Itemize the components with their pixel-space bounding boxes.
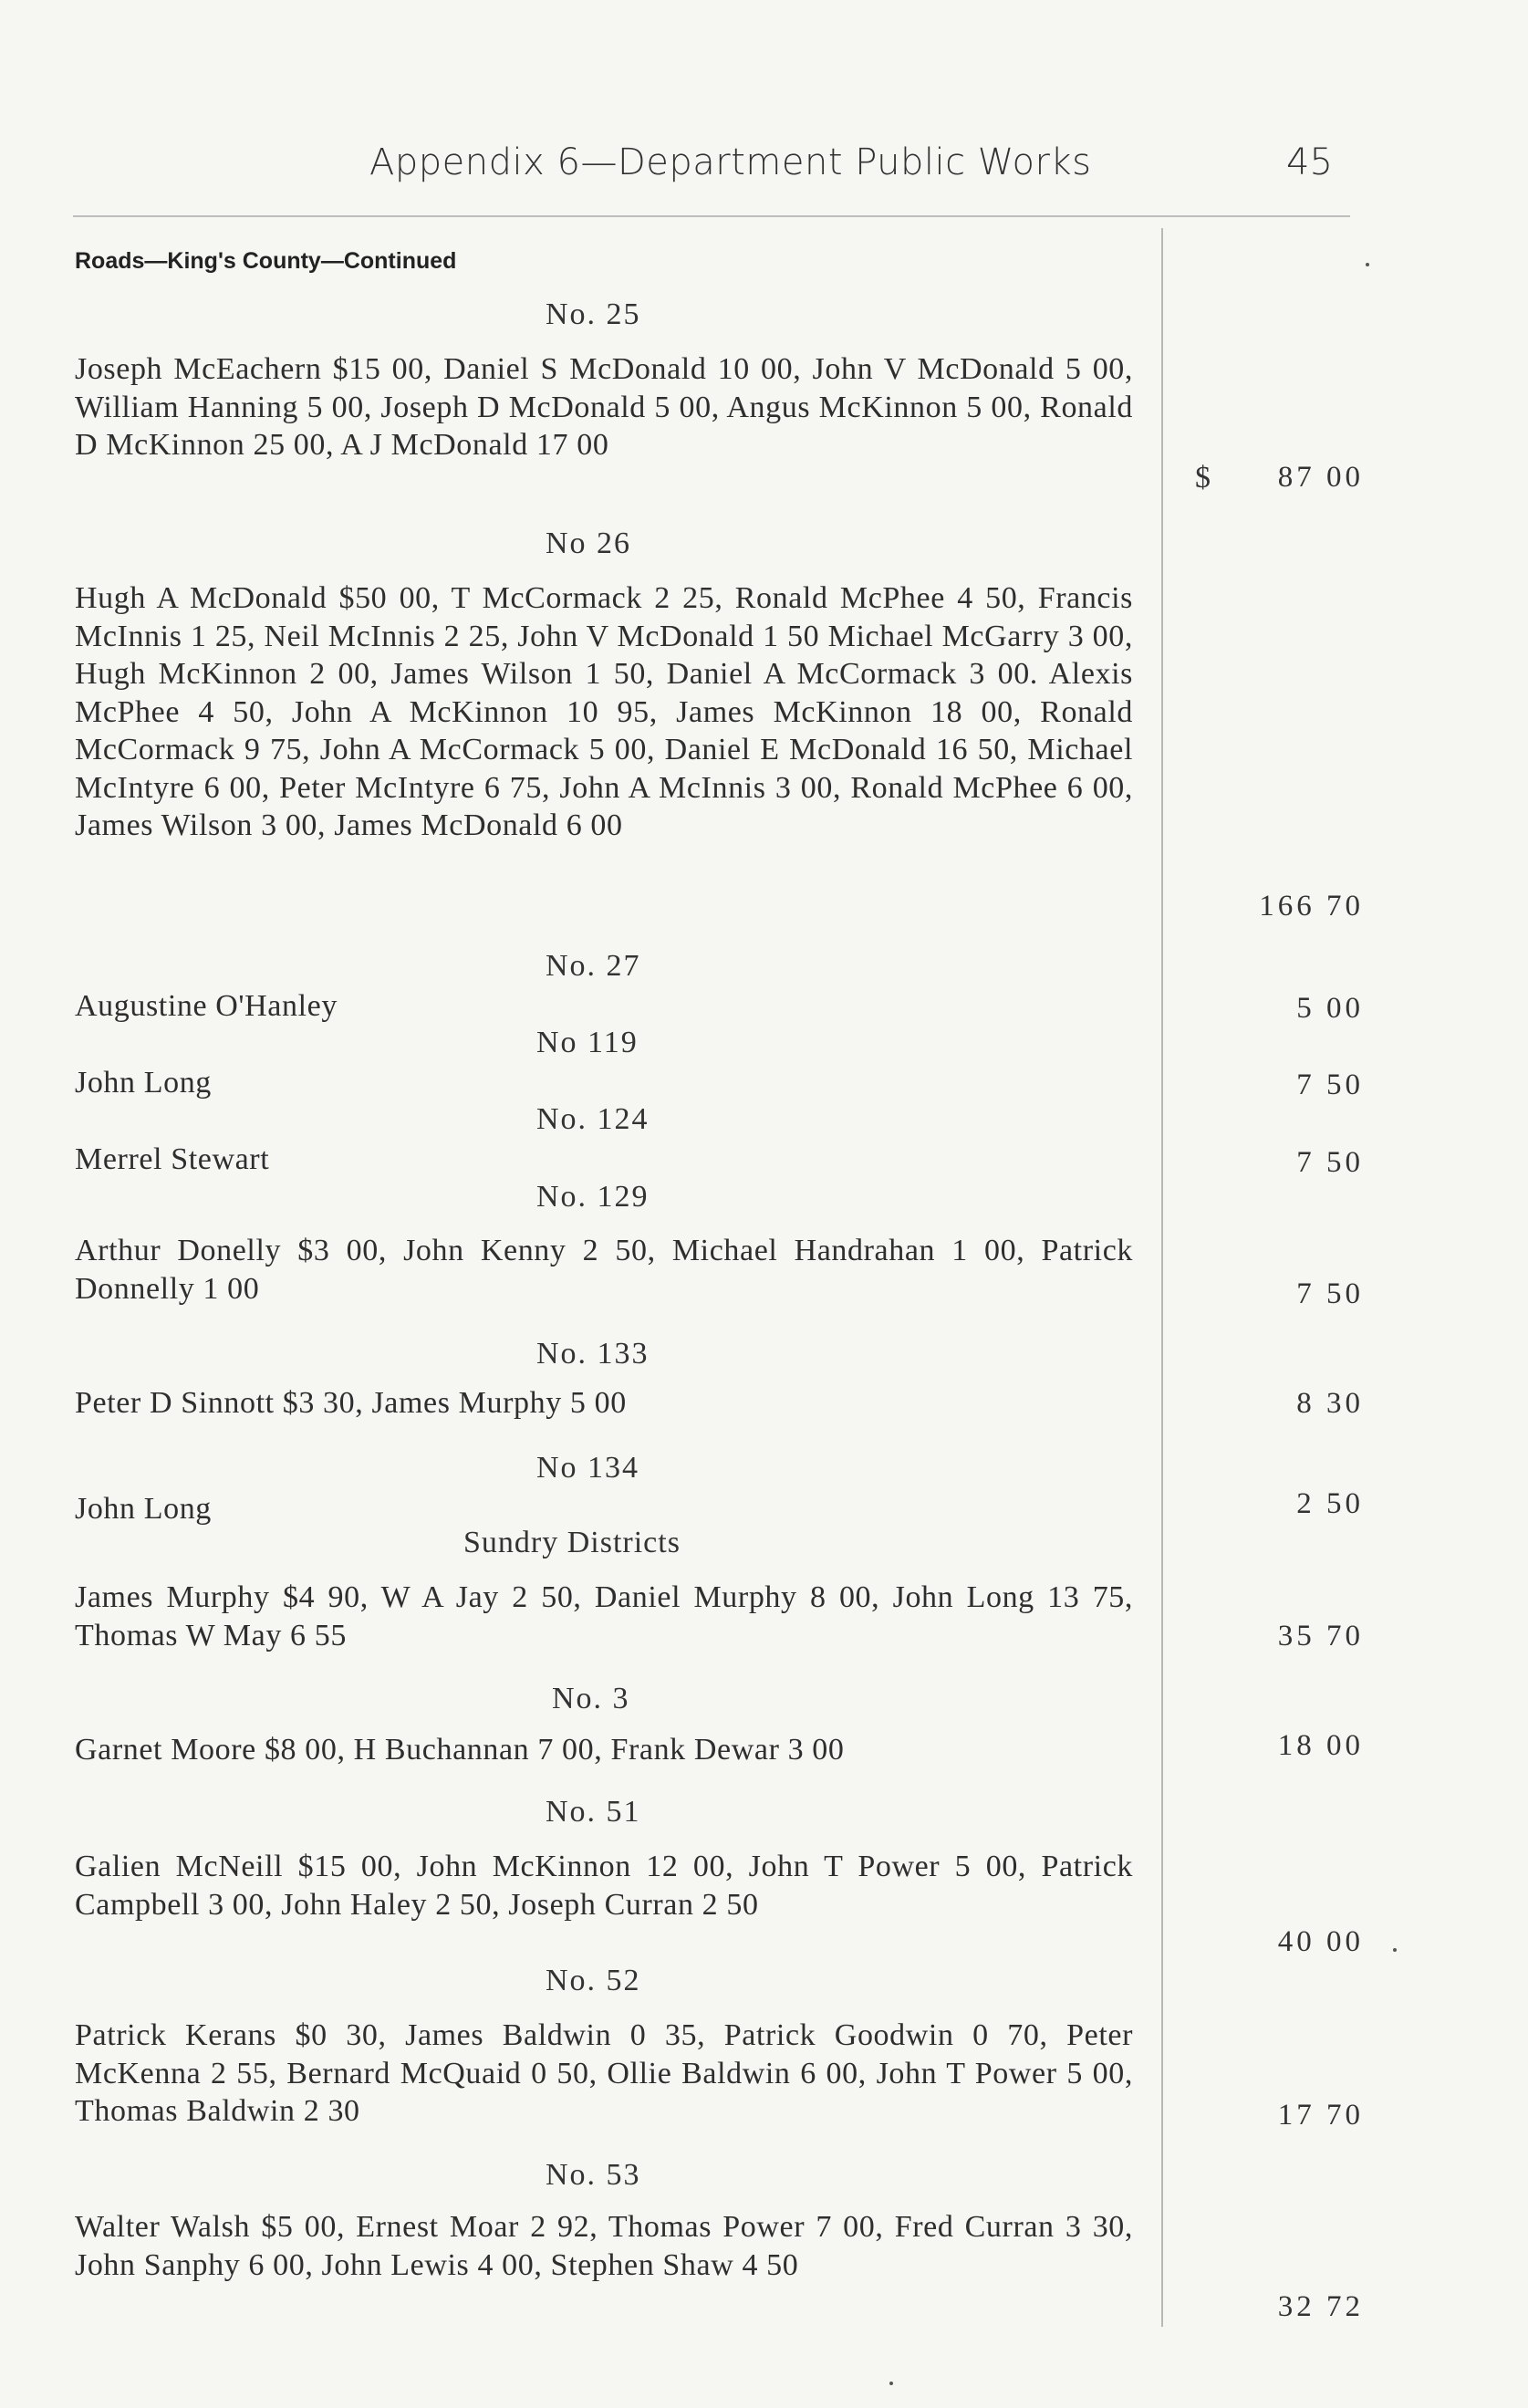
- entry-text: Hugh A McDonald $50 00, T McCormack 2 25, Ronald McPhee 4 50, Francis McInnis 1 25, Neil McInnis 2 25, John V McDonald 1 50 Michael McGarry 3 00, Hugh McKinnon 2 00, James Wilson 1 50, Daniel A McCormack 3 00. Alexis McPhee 4 50, John A McKinnon 10 95, James McKinnon 18 00, Ronald McCormack 9 75, John A McCormack 5 00, Daniel E McDonald 16 50, Michael McIntyre 6 00, Peter McIntyre 6 75, John A McInnis 3 00, Ronald McPhee 6 00, James Wilson 3 00, James McDonald 6 00: [75, 581, 1133, 842]
- entry-heading: No. 53: [546, 2158, 641, 2192]
- entry-heading: No. 129: [536, 1180, 650, 1214]
- header-rule: [73, 215, 1350, 217]
- entry-amount: 87 00: [1277, 461, 1364, 494]
- entry-amount: 7 50: [1296, 1146, 1364, 1179]
- entry-heading: Sundry Districts: [463, 1526, 681, 1559]
- entry-heading: No. 124: [536, 1102, 650, 1136]
- page-header: [0, 141, 1528, 196]
- entry-amount: 17 70: [1277, 2099, 1364, 2132]
- entry-text: Merrel Stewart: [75, 1142, 270, 1176]
- entry-amount: 35 70: [1277, 1620, 1364, 1652]
- entry-text: Joseph McEachern $15 00, Daniel S McDonald 10 00, John V McDonald 5 00, William Hanning 5 00, Joseph D McDonald 5 00, Angus McKinnon 5 00, Ronald D McKinnon 25 00, A J McDonald 17 00: [75, 352, 1133, 462]
- entry-heading: No. 3: [552, 1682, 630, 1715]
- entry-amount: 7 50: [1296, 1068, 1364, 1101]
- page-number: 45: [1286, 141, 1333, 183]
- amount-column-rule: [1161, 228, 1163, 2327]
- entry-heading: No 134: [536, 1451, 640, 1485]
- entry-text: Arthur Donelly $3 00, John Kenny 2 50, Michael Handrahan 1 00, Patrick Donnelly 1 00: [75, 1234, 1133, 1306]
- entry-text: John Long: [75, 1066, 212, 1100]
- scan-speck: [1393, 1948, 1397, 1952]
- entry-heading: No 26: [546, 526, 632, 560]
- entry-amount: 8 30: [1296, 1387, 1364, 1420]
- dollar-sign: $: [1195, 461, 1211, 495]
- entry-text: Peter D Sinnott $3 30, James Murphy 5 00: [75, 1386, 627, 1420]
- entry-heading: No. 52: [546, 1964, 641, 1997]
- entry-text: James Murphy $4 90, W A Jay 2 50, Daniel Murphy 8 00, John Long 13 75, Thomas W May 6 55: [75, 1580, 1133, 1652]
- entry-amount: 7 50: [1296, 1277, 1364, 1310]
- scan-speck: [889, 2382, 893, 2385]
- entry-amount: 5 00: [1296, 992, 1364, 1025]
- entry-text: Walter Walsh $5 00, Ernest Moar 2 92, Thomas Power 7 00, Fred Curran 3 30, John Sanphy 6 00, John Lewis 4 00, Stephen Shaw 4 50: [75, 2210, 1133, 2282]
- entry-text: Garnet Moore $8 00, H Buchannan 7 00, Frank Dewar 3 00: [75, 1733, 845, 1767]
- entry-amount: 32 72: [1277, 2290, 1364, 2323]
- entry-text: Patrick Kerans $0 30, James Baldwin 0 35, Patrick Goodwin 0 70, Peter McKenna 2 55, Bernard McQuaid 0 50, Ollie Baldwin 6 00, John T Power 5 00, Thomas Baldwin 2 30: [75, 2018, 1133, 2128]
- scan-speck: [1366, 263, 1369, 266]
- entry-text: John Long: [75, 1492, 212, 1526]
- page-title: Appendix 6—Department Public Works: [369, 141, 1092, 183]
- running-head: Roads—King's County—Continued: [75, 248, 457, 274]
- entry-heading: No. 133: [536, 1337, 650, 1371]
- entry-amount: 2 50: [1296, 1487, 1364, 1520]
- entry-heading: No. 51: [546, 1795, 641, 1829]
- entry-amount: 18 00: [1277, 1729, 1364, 1762]
- entry-heading: No. 27: [546, 949, 641, 983]
- entry-heading: No 119: [536, 1026, 639, 1059]
- entry-text: Augustine O'Hanley: [75, 989, 338, 1023]
- entry-heading: No. 25: [546, 297, 641, 331]
- entry-amount: 40 00: [1277, 1925, 1364, 1958]
- entry-text: Galien McNeill $15 00, John McKinnon 12 00, John T Power 5 00, Patrick Campbell 3 00, John Haley 2 50, Joseph Curran 2 50: [75, 1850, 1133, 1922]
- entry-amount: 166 70: [1259, 890, 1364, 923]
